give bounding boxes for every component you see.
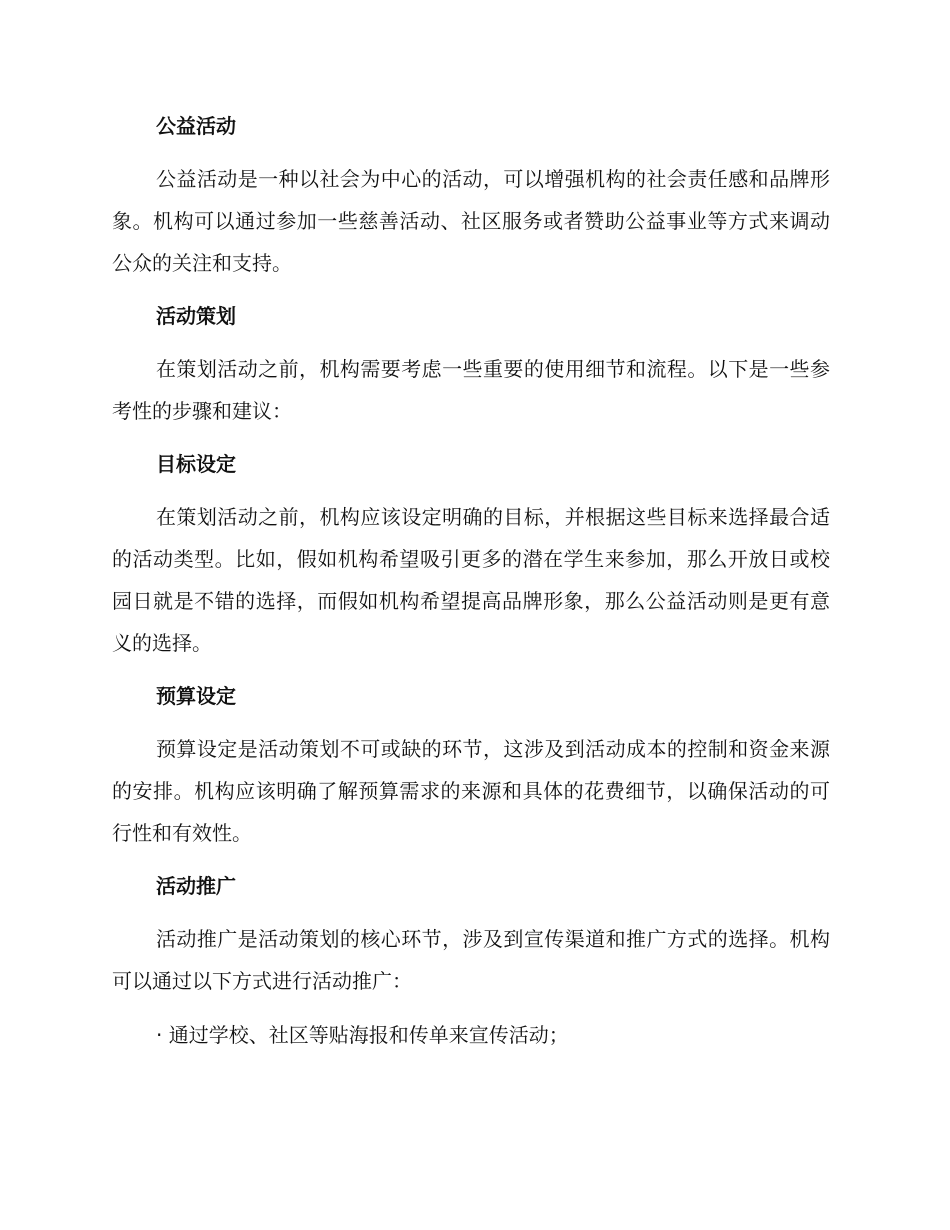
document-page — [112, 106, 830, 1068]
section-heading-budget-setting: 预算设定 — [156, 684, 236, 708]
section-paragraph-public-welfare: 公益活动是一种以社会为中心的活动，可以增强机构的社会责任感和品牌形象。机构可以通过参加一些慈善活动、社区服务或者赞助公益事业等方式来调动公众的关注和支持。 — [112, 167, 830, 275]
section-paragraph-goal-setting: 在策划活动之前，机构应该设定明确的目标，并根据这些目标来选择最合适的活动类型。比如，假如机构希望吸引更多的潜在学生来参加，那么开放日或校园日就是不错的选择，而假如机构希望提高品牌形象，那么公益活动则是更有意义的选择。 — [112, 505, 830, 655]
list-item: · 通过学校、社区等贴海报和传单来宣传活动； — [156, 1023, 569, 1047]
section-heading-event-promotion: 活动推广 — [156, 874, 236, 898]
section-heading-goal-setting: 目标设定 — [156, 452, 236, 476]
section-paragraph-event-promotion: 活动推广是活动策划的核心环节，涉及到宣传渠道和推广方式的选择。机构可以通过以下方式进行活动推广： — [112, 927, 830, 993]
section-paragraph-event-planning: 在策划活动之前，机构需要考虑一些重要的使用细节和流程。以下是一些参考性的步骤和建议： — [112, 357, 830, 423]
section-heading-event-planning: 活动策划 — [156, 304, 236, 328]
section-heading-public-welfare: 公益活动 — [156, 114, 236, 138]
section-paragraph-budget-setting: 预算设定是活动策划不可或缺的环节，这涉及到活动成本的控制和资金来源的安排。机构应该明确了解预算需求的来源和具体的花费细节，以确保活动的可行性和有效性。 — [112, 737, 830, 845]
